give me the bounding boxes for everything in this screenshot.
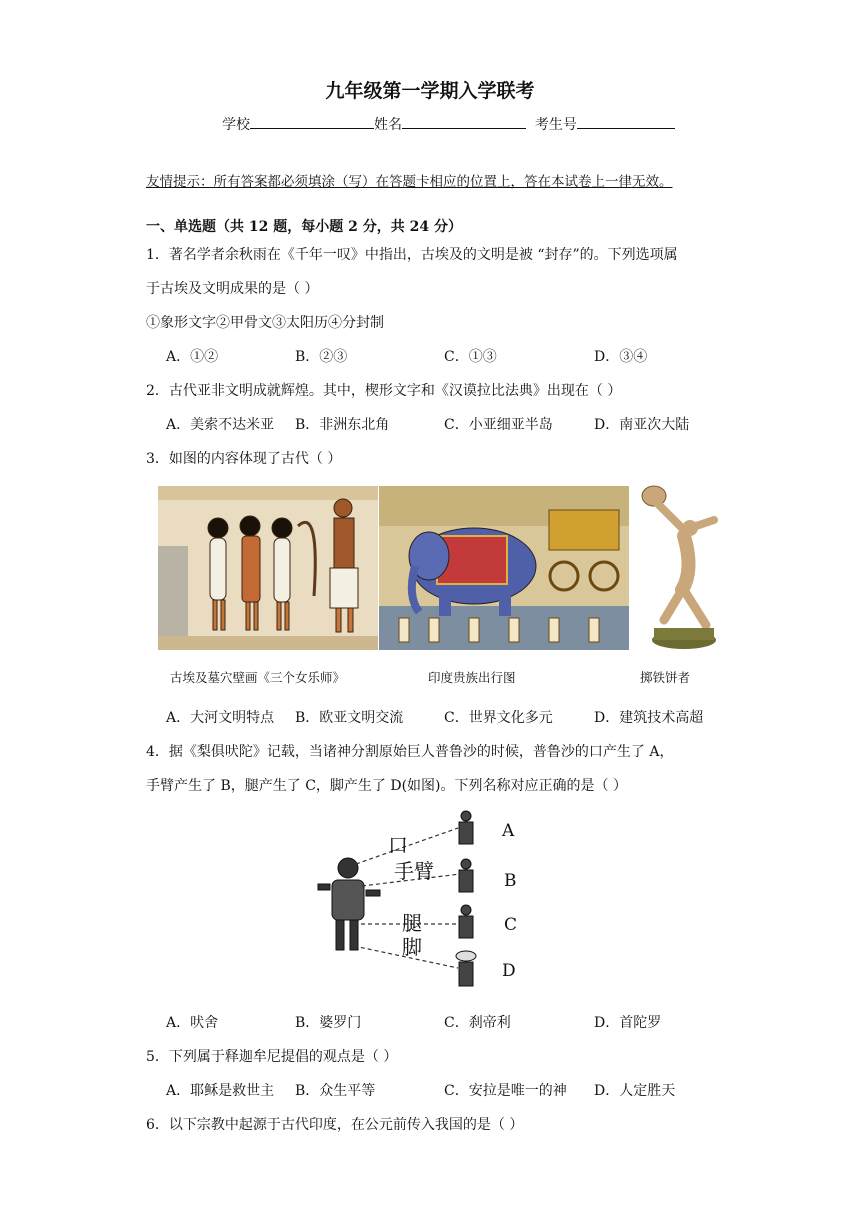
- letter-d: D: [502, 961, 516, 981]
- question-2-option-b[interactable]: B．非洲东北角: [295, 417, 390, 433]
- question-1-line-2: 于古埃及文明成果的是（ ）: [146, 281, 319, 297]
- label-arm: 手臂: [394, 859, 434, 883]
- egyptian-mural-image: [158, 486, 378, 650]
- label-foot: 脚: [402, 935, 422, 959]
- letter-a: A: [502, 821, 515, 841]
- question-1-line-1: 1．著名学者余秋雨在《千年一叹》中指出，古埃及的文明是被 “封存”的。下列选项属: [146, 247, 678, 263]
- question-4-option-d[interactable]: D．首陀罗: [594, 1015, 662, 1031]
- indian-procession-image: [379, 486, 629, 650]
- question-2-option-c[interactable]: C．小亚细亚半岛: [444, 417, 553, 433]
- caption-indian-procession: 印度贵族出行图: [428, 670, 516, 685]
- question-2-line-1: 2．古代亚非文明成就辉煌。其中，楔形文字和《汉谟拉比法典》出现在（ ）: [146, 383, 622, 399]
- section-heading: 一、单选题（共 12 题，每小题 2 分，共 24 分）: [146, 219, 462, 235]
- purusha-varna-diagram: [310, 806, 530, 998]
- letter-b: B: [504, 871, 517, 891]
- question-3-option-c[interactable]: C．世界文化多元: [444, 710, 553, 726]
- question-1-option-c[interactable]: C．①③: [444, 349, 497, 365]
- question-6-line-1: 6．以下宗教中起源于古代印度，在公元前传入我国的是（ ）: [146, 1117, 524, 1133]
- label-leg: 腿: [402, 911, 422, 935]
- question-3-line-1: 3．如图的内容体现了古代（ ）: [146, 451, 342, 467]
- name-label: 姓名: [374, 117, 402, 133]
- question-5-option-d[interactable]: D．人定胜天: [594, 1083, 676, 1099]
- question-5-option-b[interactable]: B．众生平等: [295, 1083, 376, 1099]
- question-3-option-d[interactable]: D．建筑技术高超: [594, 710, 704, 726]
- caption-egyptian-mural: 古埃及墓穴壁画《三个女乐师》: [170, 670, 346, 685]
- discobolus-statue-image: [634, 480, 734, 655]
- question-2-option-a[interactable]: A．美索不达米亚: [166, 417, 275, 433]
- student-info-line: [222, 114, 675, 134]
- purusha-giant-figure: [318, 858, 380, 950]
- exam-title: 九年级第一学期入学联考: [325, 80, 535, 102]
- question-4-line-1: 4．据《梨俱吠陀》记载，当诸神分割原始巨人普鲁沙的时候，普鲁沙的口产生了 A，: [146, 744, 674, 760]
- question-1-option-b[interactable]: B．②③: [295, 349, 348, 365]
- name-field[interactable]: [402, 114, 526, 129]
- exam-number-label: 考生号: [534, 117, 577, 133]
- question-5-line-1: 5．下列属于释迦牟尼提倡的观点是（ ）: [146, 1049, 398, 1065]
- question-3-option-b[interactable]: B．欧亚文明交流: [295, 710, 404, 726]
- school-label: 学校: [222, 117, 250, 133]
- exam-number-field[interactable]: [577, 114, 675, 129]
- notice-text: 友情提示：所有答案都必须填涂（写）在答题卡相应的位置上，答在本试卷上一律无效。: [146, 174, 673, 190]
- question-4-option-c[interactable]: C．刹帝利: [444, 1015, 511, 1031]
- letter-c: C: [504, 915, 518, 935]
- question-1-option-d[interactable]: D．③④: [594, 349, 648, 365]
- question-4-option-a[interactable]: A．吠舍: [166, 1015, 219, 1031]
- label-mouth: 口: [388, 833, 408, 857]
- question-1-option-a[interactable]: A．①②: [166, 349, 219, 365]
- question-5-option-a[interactable]: A．耶稣是救世主: [166, 1083, 275, 1099]
- question-5-option-c[interactable]: C．安拉是唯一的神: [444, 1083, 567, 1099]
- question-4-line-2: 手臂产生了 B，腿产生了 C，脚产生了 D(如图)。下列名称对应正确的是（ ）: [146, 778, 627, 794]
- question-4-option-b[interactable]: B．婆罗门: [295, 1015, 362, 1031]
- question-3-option-a[interactable]: A．大河文明特点: [166, 710, 275, 726]
- question-1-line-3: ①象形文字②甲骨文③太阳历④分封制: [146, 315, 384, 331]
- question-2-option-d[interactable]: D．南亚次大陆: [594, 417, 690, 433]
- school-field[interactable]: [250, 114, 374, 129]
- caption-discobolus: 掷铁饼者: [640, 670, 691, 685]
